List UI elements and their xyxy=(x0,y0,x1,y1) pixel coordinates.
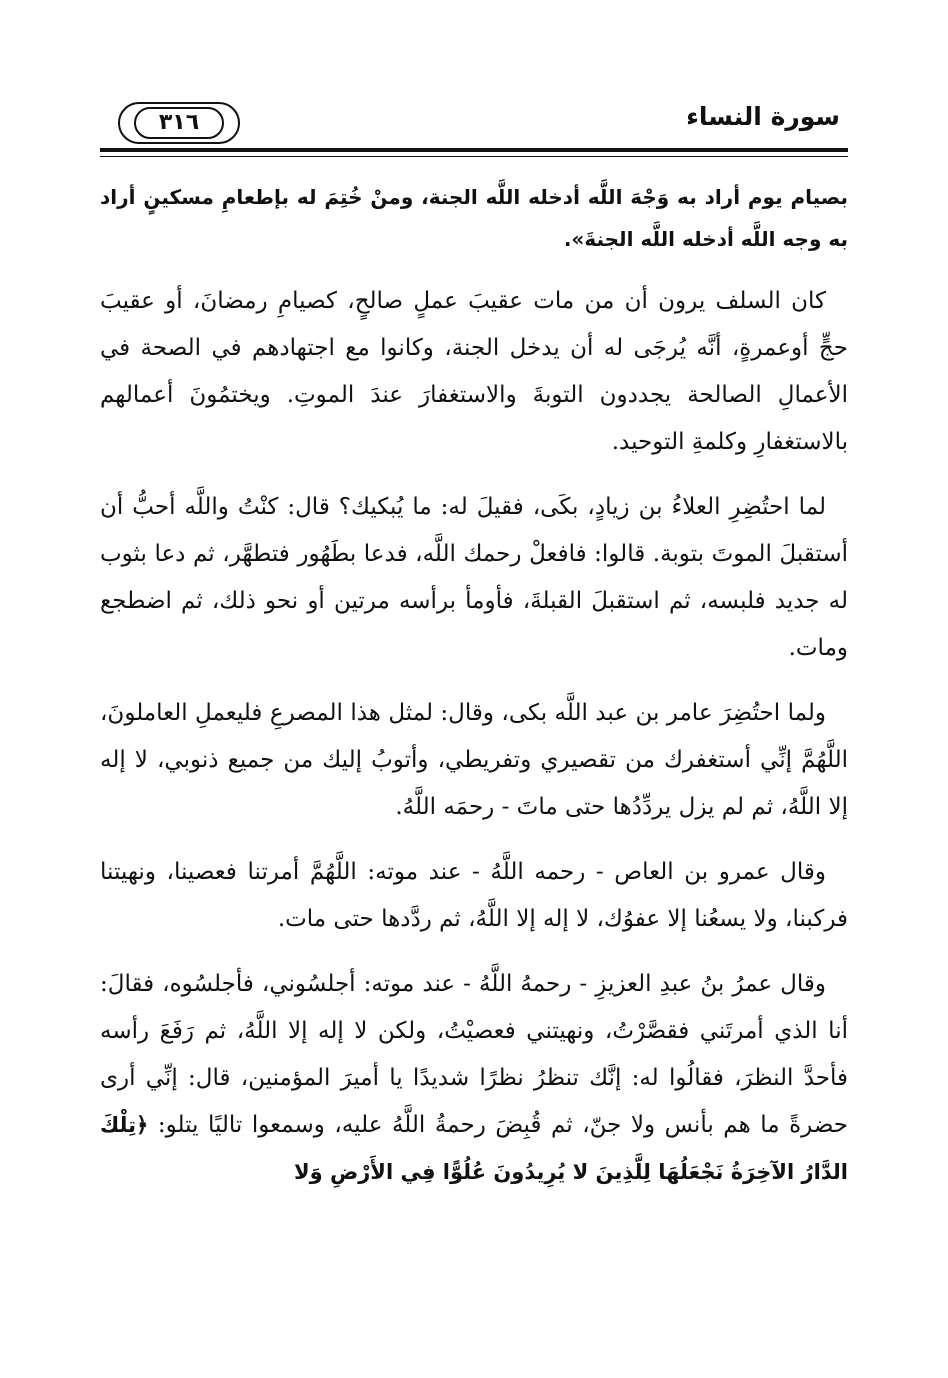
page-header xyxy=(100,92,848,152)
quran-verse: ﴿تِلْكَ الدَّارُ الآخِرَةُ نَجْعَلُهَا لِلَّذِينَ لا يُرِيدُونَ عُلُوًّا فِي الأَرْضِ وَلا xyxy=(100,1113,848,1184)
paragraph-amir: ولما احتُضِرَ عامر بن عبد اللَّه بكى، وقال: لمثل هذا المصرعِ فليعملِ العاملونَ، اللَّهُمَّ إنِّي أستغفرك من تقصيري وتفريطي، وأتوبُ إليك من جميع ذنوبي، لا إله إلا اللَّهُ، ثم لم يزل يردِّدُها حتى ماتَ - رحمَه اللَّهُ. xyxy=(100,700,848,820)
paragraph-amr: وقال عمرو بن العاص - رحمه اللَّهُ - عند موته: اللَّهُمَّ أمرتنا فعصينا، ونهيتنا فركبنا، ولا يسعُنا إلا عفوُك، لا إله إلا اللَّهُ، ثم ردَّدها حتى مات. xyxy=(100,859,848,932)
paragraph-umar xyxy=(100,961,848,1196)
hadith-quote: بصيام يوم أراد به وَجْهَ اللَّه أدخله اللَّه الجنة، ومنْ خُتِمَ له بإطعامِ مسكينٍ أراد به وجه اللَّه أدخله اللَّه الجنةَ». xyxy=(100,185,848,251)
page-number-frame xyxy=(134,107,224,139)
header-rule-thick xyxy=(100,148,848,152)
page-number: ٣١٦ xyxy=(158,110,200,135)
paragraph-umar-text: وقال عمرُ بنُ عبدِ العزيزِ - رحمهُ اللَّهُ - عند موته: أجلسُوني، فأجلسُوه، فقالَ: أنا الذي أمرتَني فقصَّرْتُ، ونهيتني فعصيْتُ، ولكن لا إله إلا اللَّهُ، ثم رَفَعَ رأسه فأحدَّ النظرَ، فقالُوا له: إنَّك تنظرُ نظرًا شديدًا يا أميرَ المؤمنين، قال: إنِّي أرى حضرةً ما هم بأنس ولا جنّ، ثم قُبِضَ رحمةُ اللَّهُ عليه، وسمعوا تاليًا يتلو: xyxy=(100,971,848,1138)
header-rule-thin xyxy=(100,156,848,157)
paragraph-alaa: لما احتُضِرِ العلاءُ بن زيادٍ، بكَى، فقيلَ له: ما يُبكيك؟ قال: كنْتُ واللَّه أحبُّ أن أستقبلَ الموتَ بتوبة. قالوا: فافعلْ رحمك اللَّه، فدعا بطَهُور فتطهَّر، ثم دعا بثوب له جديد فلبسه، ثم استقبلَ القبلةَ، فأومأ برأسه مرتين أو نحو ذلك، ثم اضطجع ومات. xyxy=(100,494,848,661)
page-number-badge xyxy=(118,102,240,144)
chapter-title: سورة النساء xyxy=(686,102,840,131)
page-body xyxy=(100,176,848,1214)
paragraph-salaf: كان السلف يرون أن من مات عقيبَ عملٍ صالحٍ، كصيامِ رمضانَ، أو عقيبَ حجٍّ أوعمرةٍ، أنَّه يُرجَى له أن يدخل الجنة، وكانوا مع اجتهادهم في الصحة في الأعمالِ الصالحة يجددون التوبةَ والاستغفارَ عندَ الموتِ. ويختمُونَ أعمالهم بالاستغفارِ وكلمةِ التوحيد. xyxy=(100,288,848,455)
